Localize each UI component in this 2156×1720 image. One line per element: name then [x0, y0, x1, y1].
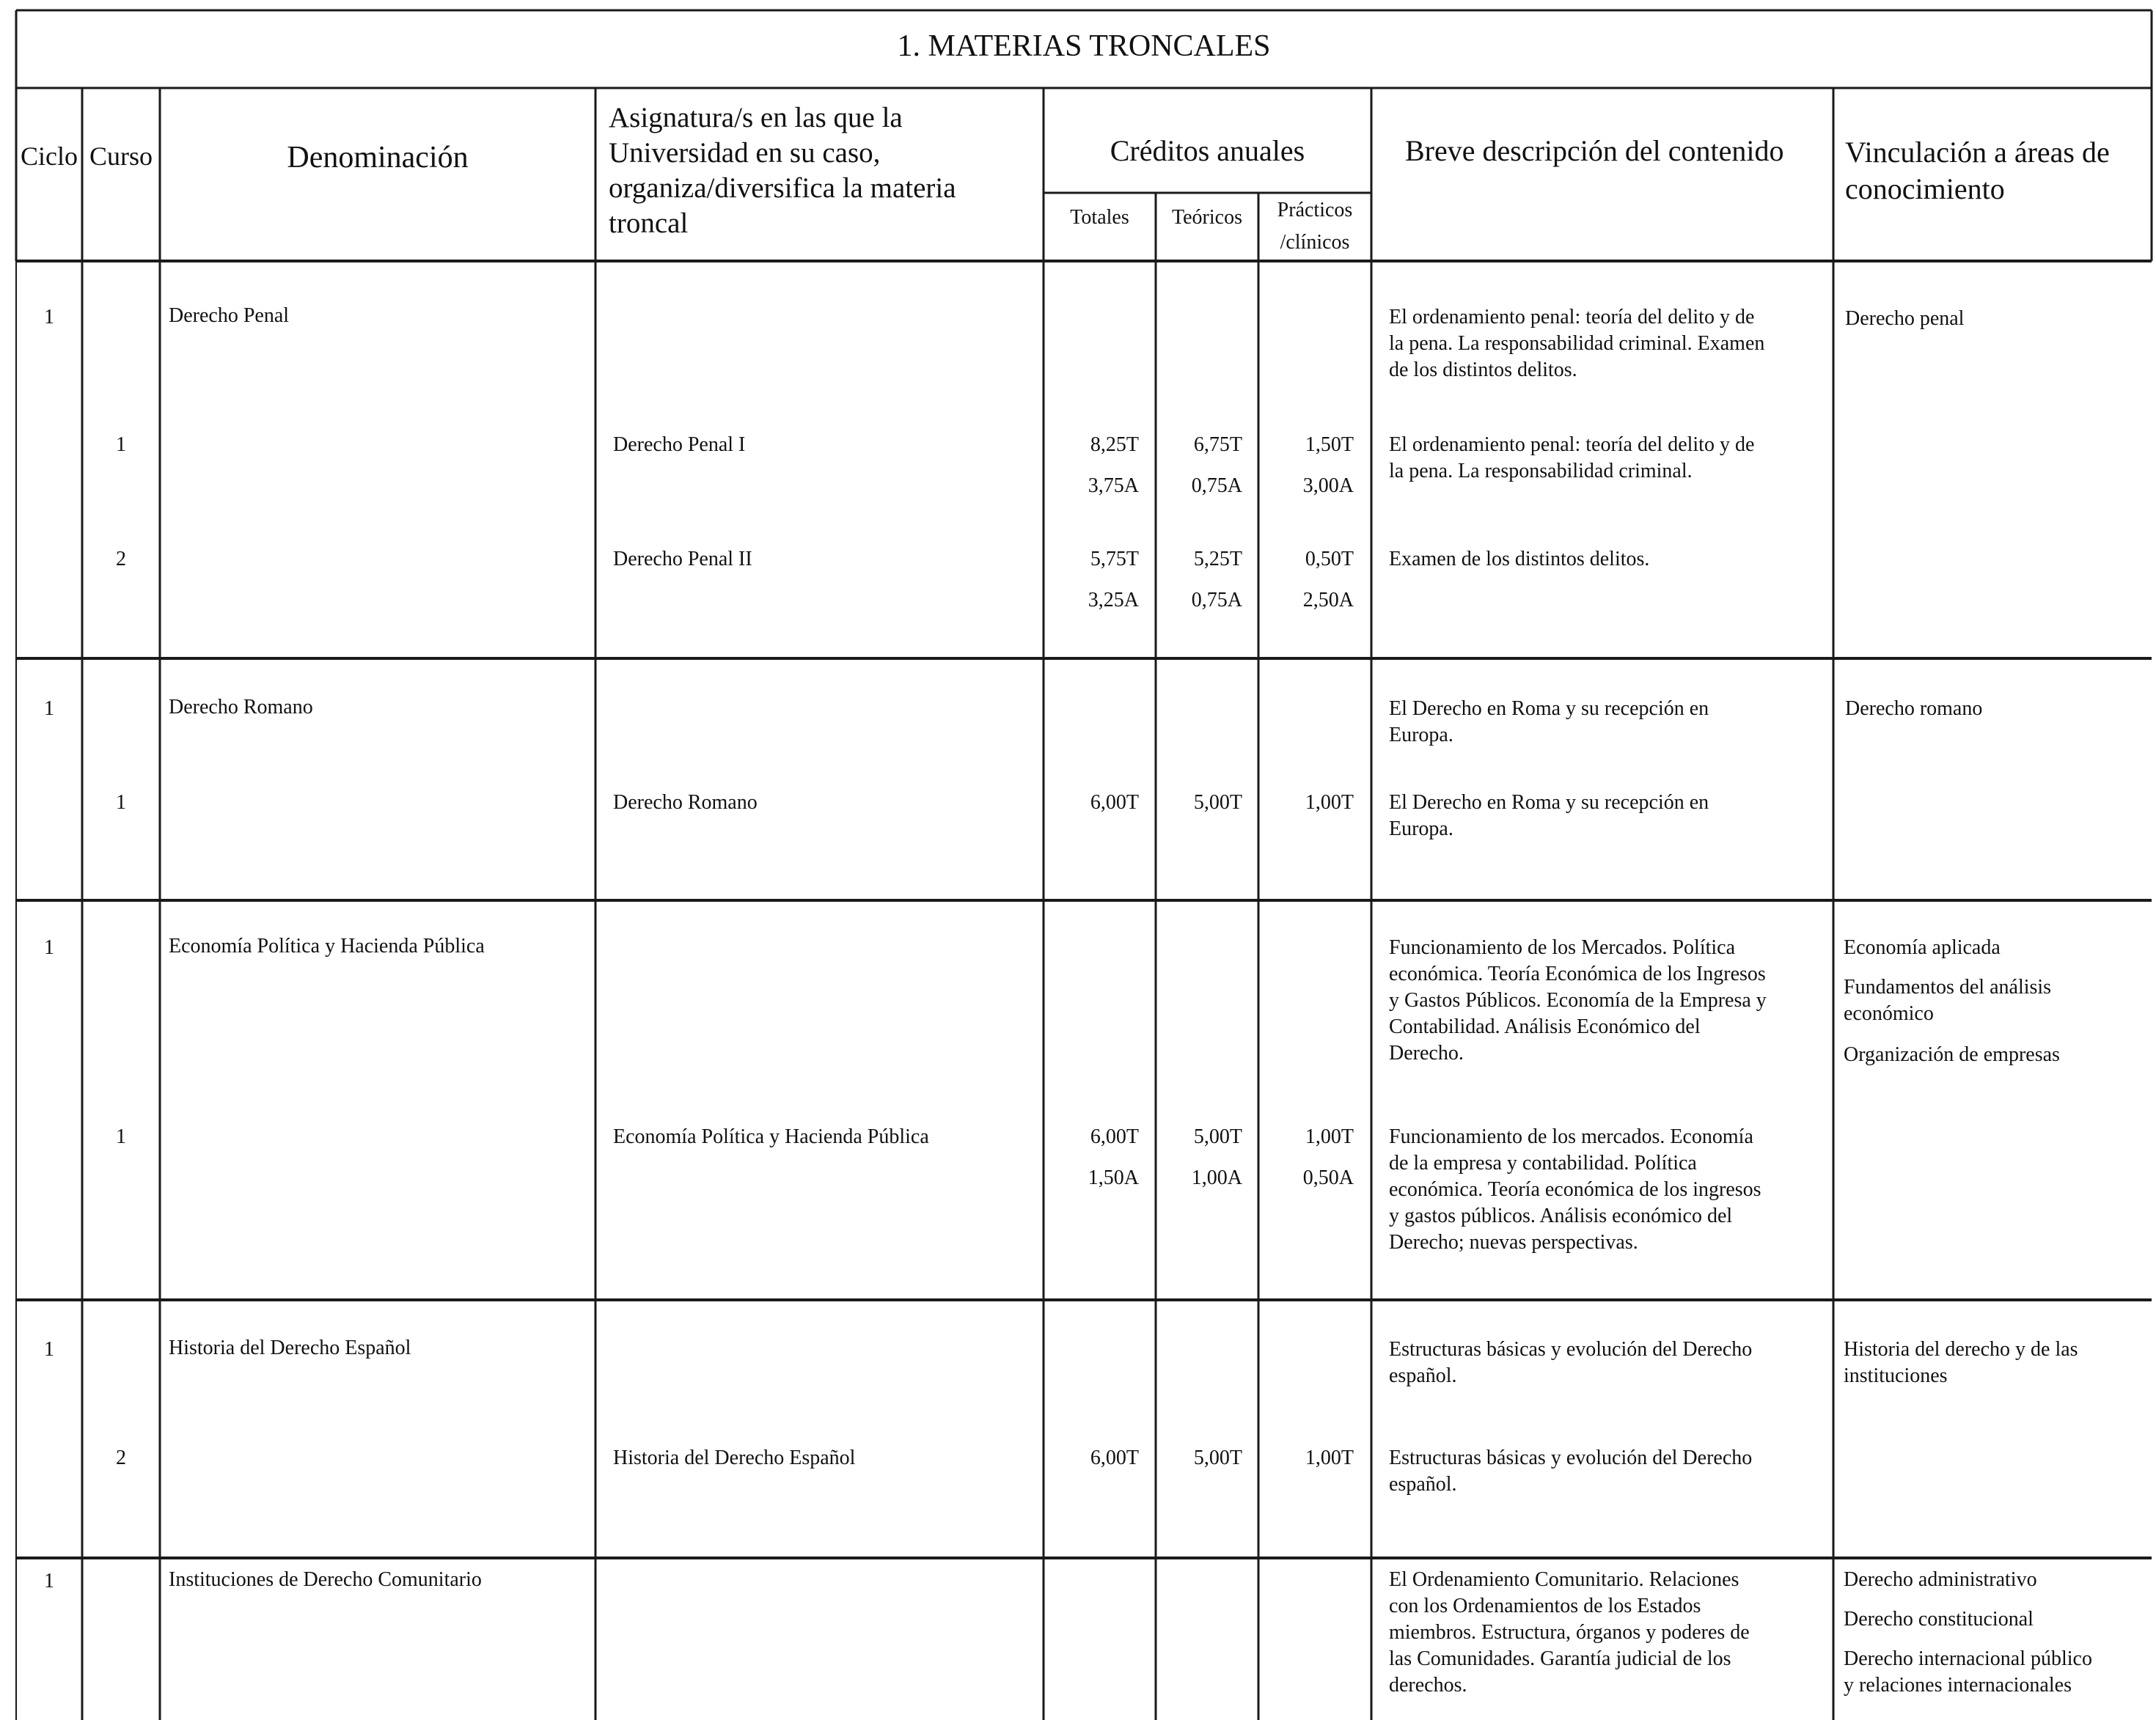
penal-sub2-totales-t: 5,75T — [1090, 548, 1139, 570]
romano-sub1-practicos: 1,00T — [1305, 791, 1354, 814]
historia-sub1-desc-line2: español. — [1389, 1473, 1457, 1496]
romano-area: Derecho romano — [1845, 697, 1983, 720]
comunitario-ciclo: 1 — [44, 1570, 54, 1592]
historia-desc-line1: Estructuras básicas y evolución del Derecho — [1389, 1338, 1753, 1361]
penal-sub1-teoricos-t: 6,75T — [1193, 433, 1242, 456]
penal-sub2-asignatura: Derecho Penal II — [613, 548, 752, 570]
header-vinculacion-line1: Vinculación a áreas de — [1845, 136, 2110, 169]
romano-sub1-asignatura: Derecho Romano — [613, 791, 758, 814]
penal-sub2-desc-line1: Examen de los distintos delitos. — [1389, 548, 1650, 570]
economia-ciclo: 1 — [44, 936, 54, 959]
header-curso: Curso — [89, 142, 153, 171]
historia-desc-line2: español. — [1389, 1364, 1457, 1387]
romano-desc-line2: Europa. — [1389, 724, 1453, 746]
comunitario-desc-line5: derechos. — [1389, 1674, 1467, 1697]
economia-area-1: Economía aplicada — [1844, 936, 2001, 959]
page-title: 1. MATERIAS TRONCALES — [897, 29, 1271, 63]
economia-area-2a: Fundamentos del análisis — [1844, 976, 2052, 999]
economia-denominacion: Economía Política y Hacienda Pública — [169, 935, 485, 958]
historia-ciclo: 1 — [44, 1338, 54, 1361]
economia-sub1-desc-line2: de la empresa y contabilidad. Política — [1389, 1152, 1697, 1175]
header-asignatura-line4: troncal — [609, 207, 689, 239]
penal-sub1-curso: 1 — [116, 433, 126, 456]
penal-sub1-asignatura: Derecho Penal I — [613, 433, 746, 456]
header-practicos-line1: Prácticos — [1277, 199, 1353, 221]
romano-denominacion: Derecho Romano — [169, 696, 313, 718]
header-ciclo: Ciclo — [21, 142, 78, 171]
economia-area-2b: económico — [1844, 1002, 1934, 1025]
economia-area-3: Organización de empresas — [1844, 1043, 2060, 1066]
economia-sub1-curso: 1 — [116, 1125, 126, 1148]
romano-sub1-teoricos: 5,00T — [1193, 791, 1242, 814]
historia-sub1-asignatura: Historia del Derecho Español — [613, 1447, 856, 1469]
penal-sub1-totales-a: 3,75A — [1088, 474, 1139, 497]
header-creditos: Créditos anuales — [1110, 134, 1305, 167]
header-practicos-line2: /clínicos — [1280, 231, 1350, 254]
economia-sub1-totales-t: 6,00T — [1090, 1125, 1139, 1148]
header-denominacion: Denominación — [287, 141, 469, 174]
economia-sub1-desc-line5: Derecho; nuevas perspectivas. — [1389, 1231, 1638, 1254]
historia-sub1-practicos: 1,00T — [1305, 1447, 1354, 1469]
economia-sub1-totales-a: 1,50A — [1088, 1166, 1139, 1189]
penal-desc-line2: la pena. La responsabilidad criminal. Examen — [1389, 332, 1765, 355]
economia-sub1-teoricos-t: 5,00T — [1193, 1125, 1242, 1148]
economia-sub1-practicos-t: 1,00T — [1305, 1125, 1354, 1148]
comunitario-area-3a: Derecho internacional público — [1844, 1647, 2092, 1670]
economia-desc-line5: Derecho. — [1389, 1042, 1464, 1065]
penal-sub2-practicos-a: 2,50A — [1302, 589, 1354, 611]
comunitario-desc-line4: las Comunidades. Garantía judicial de los — [1389, 1647, 1731, 1670]
penal-sub2-totales-a: 3,25A — [1088, 589, 1139, 611]
penal-desc-line3: de los distintos delitos. — [1389, 359, 1577, 381]
comunitario-area-1: Derecho administrativo — [1844, 1568, 2037, 1591]
penal-desc-line1: El ordenamiento penal: teoría del delito y de — [1389, 306, 1755, 328]
economia-sub1-teoricos-a: 1,00A — [1191, 1166, 1242, 1189]
penal-area: Derecho penal — [1845, 307, 1965, 330]
historia-sub1-curso: 2 — [116, 1447, 126, 1469]
penal-sub1-teoricos-a: 0,75A — [1191, 474, 1242, 497]
penal-ciclo: 1 — [44, 306, 54, 328]
economia-sub1-asignatura: Economía Política y Hacienda Pública — [613, 1125, 929, 1148]
penal-sub1-practicos-t: 1,50T — [1305, 433, 1354, 456]
comunitario-denominacion: Instituciones de Derecho Comunitario — [169, 1568, 482, 1591]
romano-ciclo: 1 — [44, 697, 54, 720]
penal-denominacion: Derecho Penal — [169, 304, 290, 327]
penal-sub1-practicos-a: 3,00A — [1302, 474, 1354, 497]
historia-sub1-desc-line1: Estructuras básicas y evolución del Derecho — [1389, 1447, 1753, 1469]
penal-sub1-desc-line1: El ordenamiento penal: teoría del delito y de — [1389, 433, 1755, 456]
header-teoricos: Teóricos — [1171, 206, 1242, 229]
romano-sub1-desc-line1: El Derecho en Roma y su recepción en — [1389, 791, 1709, 814]
romano-desc-line1: El Derecho en Roma y su recepción en — [1389, 697, 1709, 720]
historia-sub1-teoricos: 5,00T — [1193, 1447, 1242, 1469]
historia-denominacion: Historia del Derecho Español — [169, 1337, 411, 1359]
romano-sub1-curso: 1 — [116, 791, 126, 814]
economia-sub1-desc-line4: y gastos públicos. Análisis económico del — [1389, 1205, 1733, 1227]
penal-sub1-desc-line2: la pena. La responsabilidad criminal. — [1389, 460, 1693, 482]
comunitario-desc-line2: con los Ordenamientos de los Estados — [1389, 1595, 1701, 1617]
penal-sub2-practicos-t: 0,50T — [1305, 548, 1354, 570]
economia-desc-line4: Contabilidad. Análisis Económico del — [1389, 1015, 1701, 1038]
penal-sub2-teoricos-t: 5,25T — [1193, 548, 1242, 570]
comunitario-desc-line1: El Ordenamiento Comunitario. Relaciones — [1389, 1568, 1739, 1591]
comunitario-desc-line3: miembros. Estructura, órganos y poderes de — [1389, 1621, 1750, 1644]
economia-sub1-desc-line1: Funcionamiento de los mercados. Economía — [1389, 1125, 1753, 1148]
penal-sub2-curso: 2 — [116, 548, 126, 570]
header-totales: Totales — [1070, 206, 1129, 229]
historia-area-line2: instituciones — [1844, 1364, 1948, 1387]
economia-desc-line2: económica. Teoría Económica de los Ingresos — [1389, 963, 1766, 985]
economia-sub1-practicos-a: 0,50A — [1302, 1166, 1354, 1189]
header-asignatura-line2: Universidad en su caso, — [609, 137, 881, 169]
comunitario-area-2: Derecho constitucional — [1844, 1608, 2034, 1631]
penal-sub1-totales-t: 8,25T — [1090, 433, 1139, 456]
header-descripcion: Breve descripción del contenido — [1405, 134, 1784, 167]
historia-sub1-totales: 6,00T — [1090, 1447, 1139, 1469]
economia-sub1-desc-line3: económica. Teoría económica de los ingresos — [1389, 1178, 1761, 1201]
romano-sub1-totales: 6,00T — [1090, 791, 1139, 814]
header-vinculacion-line2: conocimiento — [1845, 172, 2005, 205]
economia-desc-line1: Funcionamiento de los Mercados. Política — [1389, 936, 1736, 959]
header-asignatura-line3: organiza/diversifica la materia — [609, 172, 956, 204]
economia-desc-line3: y Gastos Públicos. Economía de la Empresa y — [1389, 989, 1767, 1012]
historia-area-line1: Historia del derecho y de las — [1844, 1338, 2078, 1361]
header-asignatura-line1: Asignatura/s en las que la — [609, 102, 903, 133]
comunitario-area-3b: y relaciones internacionales — [1844, 1674, 2072, 1697]
romano-sub1-desc-line2: Europa. — [1389, 817, 1453, 840]
penal-sub2-teoricos-a: 0,75A — [1191, 589, 1242, 611]
